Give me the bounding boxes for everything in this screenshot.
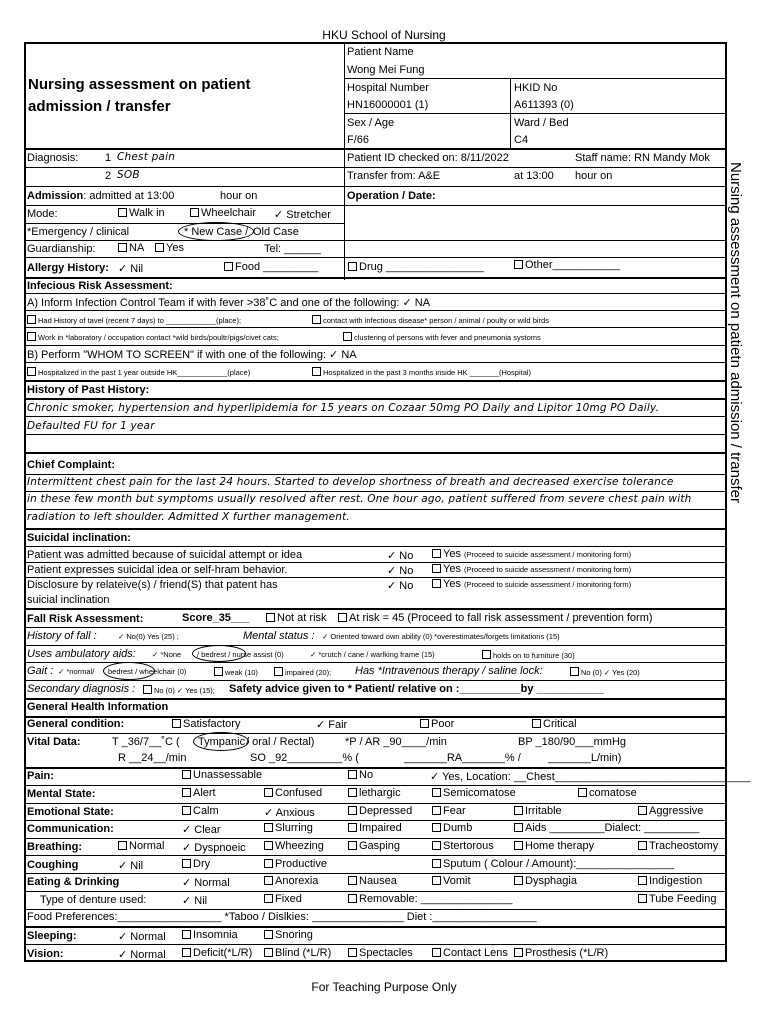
guardianship-na[interactable]: NA — [118, 242, 144, 254]
hospital-number-label: Hospital Number — [347, 82, 429, 94]
ward-bed: C4 — [514, 134, 529, 146]
tympanic-circle — [193, 732, 249, 751]
infection-title: Infecious Risk Assessment: — [27, 280, 173, 292]
aids-circle — [192, 645, 246, 662]
sex-age: F/66 — [347, 134, 370, 146]
mode-wheelchair[interactable]: Wheelchair — [190, 207, 256, 219]
operation-date: Operation / Date: — [347, 190, 436, 202]
hospital-number: HN16000001 (1) — [347, 99, 429, 111]
footer-note: For Teaching Purpose Only — [311, 980, 457, 994]
general-health-title: General Health Information — [27, 701, 169, 713]
past-history-title: History of Past History: — [27, 384, 150, 396]
new-case[interactable]: * New Case / — [184, 226, 249, 238]
transfer-time: at 13:00 — [514, 170, 554, 182]
school-name: HKU School of Nursing — [322, 28, 446, 42]
mode-stretcher[interactable]: ✓ Stretcher — [274, 209, 331, 221]
ward-bed-label: Ward / Bed — [514, 117, 569, 129]
new-case-circle — [178, 222, 254, 241]
hkid-label: HKID No — [514, 82, 558, 94]
mode-walk-in[interactable]: Walk in — [118, 207, 165, 219]
gait-circle — [103, 662, 155, 680]
transfer-from: Transfer from: A&E — [347, 170, 441, 182]
staff-name: Staff name: RN Mandy Mok — [575, 152, 710, 164]
past-history-line-2: Defaulted FU for 1 year — [27, 420, 155, 432]
guardianship-yes[interactable]: Yes — [155, 242, 184, 254]
fall-risk-title: Fall Risk Assessment: — [27, 613, 144, 625]
id-checked: Patient ID checked on: 8/11/2022 — [347, 152, 509, 164]
past-history-line-1: Chronic smoker, hypertension and hyperlipidemia for 15 years on Cozaar 50mg PO Daily and Lipitor 10mg PO Daily. — [27, 402, 660, 414]
suicidal-title: Suicidal inclination: — [27, 532, 131, 544]
form-title: Nursing assessment on patient — [28, 76, 251, 93]
pain-label: Pain: — [27, 770, 54, 782]
side-title: Nursing assessment on patietn admission / transfer — [727, 162, 744, 503]
allergy-label: Allergy History: — [27, 262, 109, 274]
diagnosis-1: Chest pain — [117, 151, 176, 163]
diagnosis-label: Diagnosis: — [27, 152, 79, 164]
chief-complaint-title: Chief Complaint: — [27, 459, 115, 471]
patient-name: Wong Mei Fung — [347, 64, 425, 76]
admission-label: Admission — [27, 190, 84, 202]
form-title-2: admission / transfer — [28, 98, 171, 115]
hkid: A611393 (0) — [514, 99, 574, 111]
sex-age-label: Sex / Age — [347, 117, 395, 129]
old-case[interactable]: Old Case — [253, 226, 299, 238]
patient-name-label: Patient Name — [347, 46, 414, 58]
diagnosis-2: SOB — [117, 169, 140, 181]
